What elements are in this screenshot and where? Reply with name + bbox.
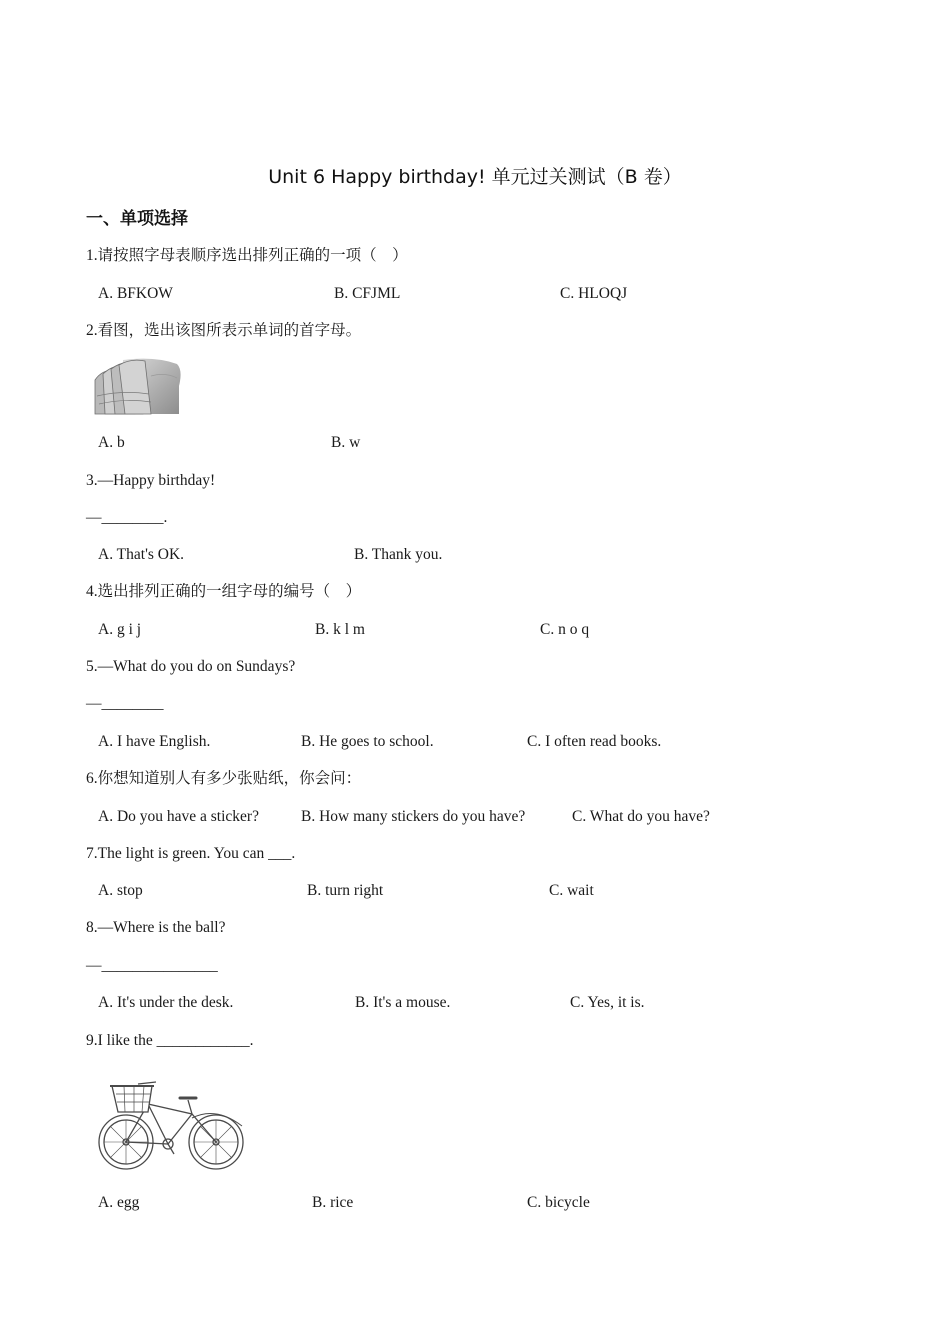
question-7-option-a[interactable]: A. stop (98, 882, 143, 899)
question-5-option-c[interactable]: C. I often read books. (527, 733, 662, 750)
question-2-stem: 2.看图，选出该图所表示单词的首字母。 (86, 322, 362, 339)
question-7-option-b[interactable]: B. turn right (307, 882, 384, 899)
question-5-option-a[interactable]: A. I have English. (98, 733, 211, 750)
question-3-stem: 3.—Happy birthday! (86, 472, 216, 489)
question-5-option-b[interactable]: B. He goes to school. (301, 733, 434, 750)
question-7-stem: 7.The light is green. You can ___. (86, 845, 296, 862)
page-title: Unit 6 Happy birthday! 单元过关测试（B 卷） (268, 166, 682, 188)
question-6-option-b[interactable]: B. How many stickers do you have? (301, 808, 526, 825)
question-9-option-c[interactable]: C. bicycle (527, 1194, 590, 1211)
question-7-option-c[interactable]: C. wait (549, 882, 594, 899)
question-8-option-a[interactable]: A. It's under the desk. (98, 994, 234, 1011)
question-6-option-c[interactable]: C. What do you have? (572, 808, 710, 825)
question-4-option-b[interactable]: B. k l m (315, 621, 365, 638)
question-2-option-b[interactable]: B. w (331, 434, 361, 451)
question-8-answer-line[interactable]: —_______________ (86, 957, 218, 974)
question-8-option-b[interactable]: B. It's a mouse. (355, 994, 451, 1011)
question-6-stem: 6.你想知道别人有多少张贴纸，你会问： (86, 770, 362, 787)
section-heading: 一、单项选择 (86, 209, 188, 229)
bicycle-picture (96, 1074, 250, 1172)
question-1-option-a[interactable]: A. BFKOW (98, 285, 173, 302)
question-9-option-a[interactable]: A. egg (98, 1194, 140, 1211)
question-1-option-b[interactable]: B. CFJML (334, 285, 401, 302)
question-8-stem: 8.—Where is the ball? (86, 919, 226, 936)
question-4-stem: 4.选出排列正确的一组字母的编号（ ） (86, 583, 362, 600)
question-5-answer-line[interactable]: —________ (86, 695, 164, 712)
question-5-stem: 5.—What do you do on Sundays? (86, 658, 296, 675)
question-3-answer-line[interactable]: —________. (86, 509, 168, 526)
question-4-option-a[interactable]: A. g i j (98, 621, 142, 638)
question-3-option-a[interactable]: A. That's OK. (98, 546, 185, 563)
question-8-option-c[interactable]: C. Yes, it is. (570, 994, 645, 1011)
question-1-option-c[interactable]: C. HLOQJ (560, 285, 628, 302)
question-1-stem: 1.请按照字母表顺序选出排列正确的一项（ ） (86, 247, 408, 264)
sliced-bread-picture (93, 356, 183, 418)
question-9-option-b[interactable]: B. rice (312, 1194, 354, 1211)
question-2-option-a[interactable]: A. b (98, 434, 125, 451)
question-3-option-b[interactable]: B. Thank you. (354, 546, 443, 563)
question-9-stem: 9.I like the ____________. (86, 1032, 254, 1049)
question-6-option-a[interactable]: A. Do you have a sticker? (98, 808, 259, 825)
question-4-option-c[interactable]: C. n o q (540, 621, 590, 638)
